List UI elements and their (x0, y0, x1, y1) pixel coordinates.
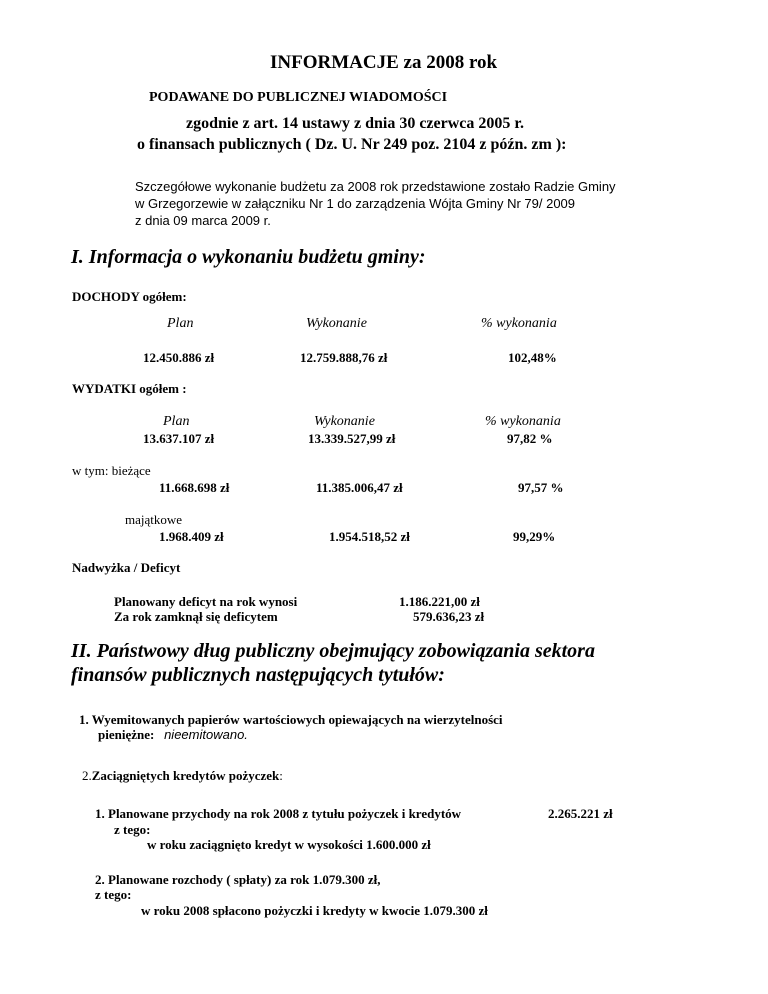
expenses-label: WYDATKI ogółem : (72, 381, 187, 396)
expenses-plan-value: 13.637.107 zł (143, 431, 215, 446)
expenses-pct-value: 97,82 % (507, 431, 553, 446)
page-subtitle: PODAWANE DO PUBLICZNEJ WIADOMOŚCI (149, 90, 448, 105)
capital-expenses-label: majątkowe (125, 512, 183, 527)
page-title: INFORMACJE za 2008 rok (270, 52, 498, 73)
legal-basis-line1: zgodnie z art. 14 ustawy z dnia 30 czerwca 2005 r. (186, 115, 525, 132)
intro-line1: Szczegółowe wykonanie budżetu za 2008 rok przedstawione zostało Radzie Gminy (135, 179, 616, 194)
current-exec-value: 11.385.006,47 zł (316, 480, 403, 495)
loans-repayment-line2: z tego: (95, 887, 132, 902)
income-plan-value: 12.450.886 zł (143, 350, 215, 365)
capital-plan-value: 1.968.409 zł (159, 529, 224, 544)
income-label: DOCHODY ogółem: (72, 289, 187, 304)
income-col-pct: % wykonania (481, 316, 557, 331)
debt-item2-colon: : (279, 768, 283, 783)
current-expenses-label: w tym: bieżące (72, 463, 151, 478)
debt-item2-label: Zaciągniętych kredytów pożyczek (91, 768, 280, 783)
expenses-col-plan: Plan (163, 414, 190, 429)
debt-item2-heading (82, 768, 283, 784)
capital-pct-value: 99,29% (513, 529, 556, 544)
income-pct-value: 102,48% (508, 350, 557, 365)
debt-item2-number: 2. (82, 768, 92, 783)
closed-deficit-label: Za rok zamknął się deficytem (114, 609, 278, 624)
loans-repayment-line3: w roku 2008 spłacono pożyczki i kredyty w kwocie 1.079.300 zł (141, 903, 488, 918)
debt-item1-line2 (98, 727, 248, 743)
income-exec-value: 12.759.888,76 zł (300, 350, 388, 365)
loans-income-value: 2.265.221 zł (548, 806, 613, 821)
legal-basis-line2: o finansach publicznych ( Dz. U. Nr 249 poz. 2104 z późn. zm ): (137, 136, 567, 153)
intro-line3: z dnia 09 marca 2009 r. (135, 213, 271, 228)
current-plan-value: 11.668.698 zł (159, 480, 230, 495)
current-pct-value: 97,57 % (518, 480, 564, 495)
debt-item1-label: pieniężne: (98, 727, 155, 742)
expenses-exec-value: 13.339.527,99 zł (308, 431, 396, 446)
section1-heading: I. Informacja o wykonaniu budżetu gminy: (71, 246, 426, 268)
expenses-col-exec: Wykonanie (314, 414, 375, 429)
planned-deficit-value: 1.186.221,00 zł (399, 594, 480, 609)
loans-income-line3: w roku zaciągnięto kredyt w wysokości 1.600.000 zł (147, 837, 431, 852)
debt-item1-line1: 1. Wyemitowanych papierów wartościowych opiewających na wierzytelności (79, 712, 503, 727)
closed-deficit-value: 579.636,23 zł (413, 609, 485, 624)
section2-heading-line1: II. Państwowy dług publiczny obejmujący zobowiązania sektora (71, 640, 595, 662)
loans-repayment-line1: 2. Planowane rozchody ( spłaty) za rok 1.079.300 zł, (95, 872, 381, 887)
balance-label: Nadwyżka / Deficyt (72, 560, 181, 575)
expenses-col-pct: % wykonania (485, 414, 561, 429)
debt-item1-value: nieemitowano. (164, 727, 248, 742)
intro-line2: w Grzegorzewie w załączniku Nr 1 do zarządzenia Wójta Gminy Nr 79/ 2009 (135, 196, 576, 211)
loans-income-line1: 1. Planowane przychody na rok 2008 z tytułu pożyczek i kredytów (95, 806, 462, 821)
income-col-exec: Wykonanie (306, 316, 367, 331)
loans-income-line2: z tego: (114, 822, 151, 837)
planned-deficit-label: Planowany deficyt na rok wynosi (114, 594, 298, 609)
section2-heading-line2: finansów publicznych następujących tytułów: (71, 664, 445, 686)
income-col-plan: Plan (167, 316, 194, 331)
capital-exec-value: 1.954.518,52 zł (329, 529, 410, 544)
